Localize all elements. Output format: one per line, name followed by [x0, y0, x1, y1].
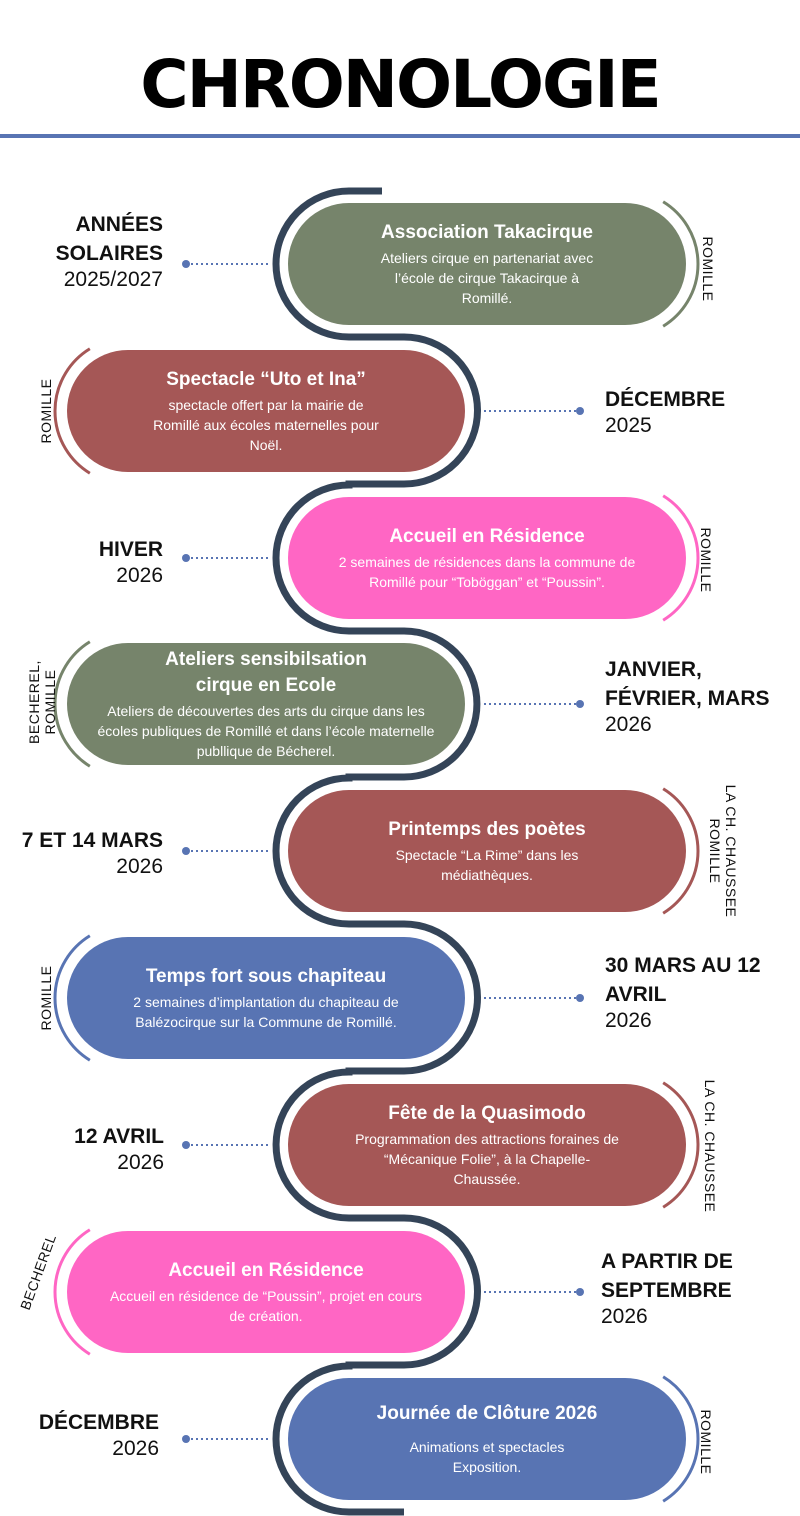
date-year: 2026: [116, 855, 163, 878]
event-card-residence-poussin: [67, 1231, 465, 1353]
event-place: BECHEREL: [16, 1231, 60, 1313]
date-label: HIVER: [98, 538, 163, 561]
event-card-chapiteau: [67, 937, 465, 1059]
date-label: ANNÉES SOLAIRES: [55, 213, 163, 265]
event-description: 2 semaines de résidences dans la commune de Romillé pour “Toböggan” et “Poussin”.: [338, 554, 636, 590]
date-label: 12 AVRIL: [74, 1125, 164, 1148]
event-date: [605, 385, 785, 438]
event-card-residence-hiver: [288, 497, 686, 619]
event-date: [605, 655, 795, 737]
connector-dot: [182, 847, 190, 855]
page-title: CHRONOLOGIE: [140, 46, 660, 123]
event-card-ateliers-ecole: [67, 643, 465, 765]
event-title: Spectacle “Uto et Ina”: [166, 369, 366, 390]
event-date: [0, 210, 163, 292]
event-description: spectacle offert par la mairie de Romillé aux écoles maternelles pour Noël.: [153, 397, 379, 453]
event-description: Animations et spectacles Exposition.: [409, 1439, 565, 1475]
date-year: 2026: [112, 1437, 159, 1460]
date-year: 2025/2027: [63, 268, 163, 291]
connector-dot: [576, 700, 584, 708]
event-place: LA CH. CHAUSSEE: [702, 1079, 718, 1213]
event-place: ROMILLE: [698, 1409, 714, 1475]
event-date: [0, 535, 163, 588]
event-date: [601, 1247, 791, 1329]
event-title: Ateliers sensibilsation cirque en Ecole: [165, 649, 367, 696]
date-label: A PARTIR DE SEPTEMBRE: [601, 1250, 733, 1302]
date-label: DÉCEMBRE: [38, 1411, 159, 1434]
event-card-takacirque: [288, 203, 686, 325]
event-date: [0, 1122, 164, 1175]
event-place: ROMILLE: [38, 378, 54, 444]
connector-dot: [576, 407, 584, 415]
event-description: Programmation des attractions foraines de “Mécanique Folie”, à la Chapelle-Chaussée.: [355, 1131, 619, 1187]
event-description: Ateliers cirque en partenariat avec l’école de cirque Takacirque à Romillé.: [380, 250, 594, 306]
date-year: 2026: [605, 713, 652, 736]
event-date: [605, 951, 785, 1033]
date-year: 2026: [117, 1151, 164, 1174]
event-title: Temps fort sous chapiteau: [145, 966, 387, 987]
event-date: [0, 826, 163, 879]
date-label: 30 MARS AU 12 AVRIL: [605, 954, 761, 1006]
event-description: Spectacle “La Rime” dans les médiathèques.: [395, 847, 579, 883]
event-title: Accueil en Résidence: [168, 1260, 364, 1281]
event-title: Association Takacirque: [381, 222, 593, 243]
date-label: DÉCEMBRE: [605, 388, 726, 411]
event-card-quasimodo: [288, 1084, 686, 1206]
event-card-uto-et-ina: [67, 350, 465, 472]
event-title: Accueil en Résidence: [389, 526, 585, 547]
connector-dot: [182, 260, 190, 268]
connector-dot: [182, 554, 190, 562]
event-description: Ateliers de découvertes des arts du cirque dans les écoles publiques de Romillé et dans l’école maternelle publlique de Bécherel.: [97, 703, 435, 759]
event-card-journee-cloture: [288, 1378, 686, 1500]
date-year: 2025: [605, 414, 652, 437]
date-year: 2026: [601, 1305, 648, 1328]
date-year: 2026: [605, 1009, 652, 1032]
event-description: 2 semaines d’implantation du chapiteau de Balézocirque sur la Commune de Romillé.: [133, 994, 399, 1030]
event-description: Accueil en résidence de “Poussin”, projet en cours de création.: [109, 1288, 423, 1324]
event-date: [0, 1408, 159, 1461]
connector-dot: [182, 1141, 190, 1149]
connector-dot: [576, 1288, 584, 1296]
connector-dot: [182, 1435, 190, 1443]
event-place: LA CH. CHAUSSEE ROMILLE: [707, 784, 739, 918]
event-title: Printemps des poètes: [388, 819, 586, 840]
date-year: 2026: [116, 564, 163, 587]
event-title: Fête de la Quasimodo: [388, 1103, 586, 1124]
event-place: ROMILLE: [700, 236, 716, 302]
date-label: 7 ET 14 MARS: [21, 829, 163, 852]
date-label: JANVIER, FÉVRIER, MARS: [605, 658, 770, 710]
event-card-printemps-poetes: [288, 790, 686, 912]
event-title: Journée de Clôture 2026: [376, 1403, 598, 1424]
event-place: ROMILLE: [698, 527, 714, 593]
event-place: BECHEREL, ROMILLE: [26, 660, 58, 744]
connector-dot: [576, 994, 584, 1002]
event-place: ROMILLE: [38, 965, 54, 1031]
